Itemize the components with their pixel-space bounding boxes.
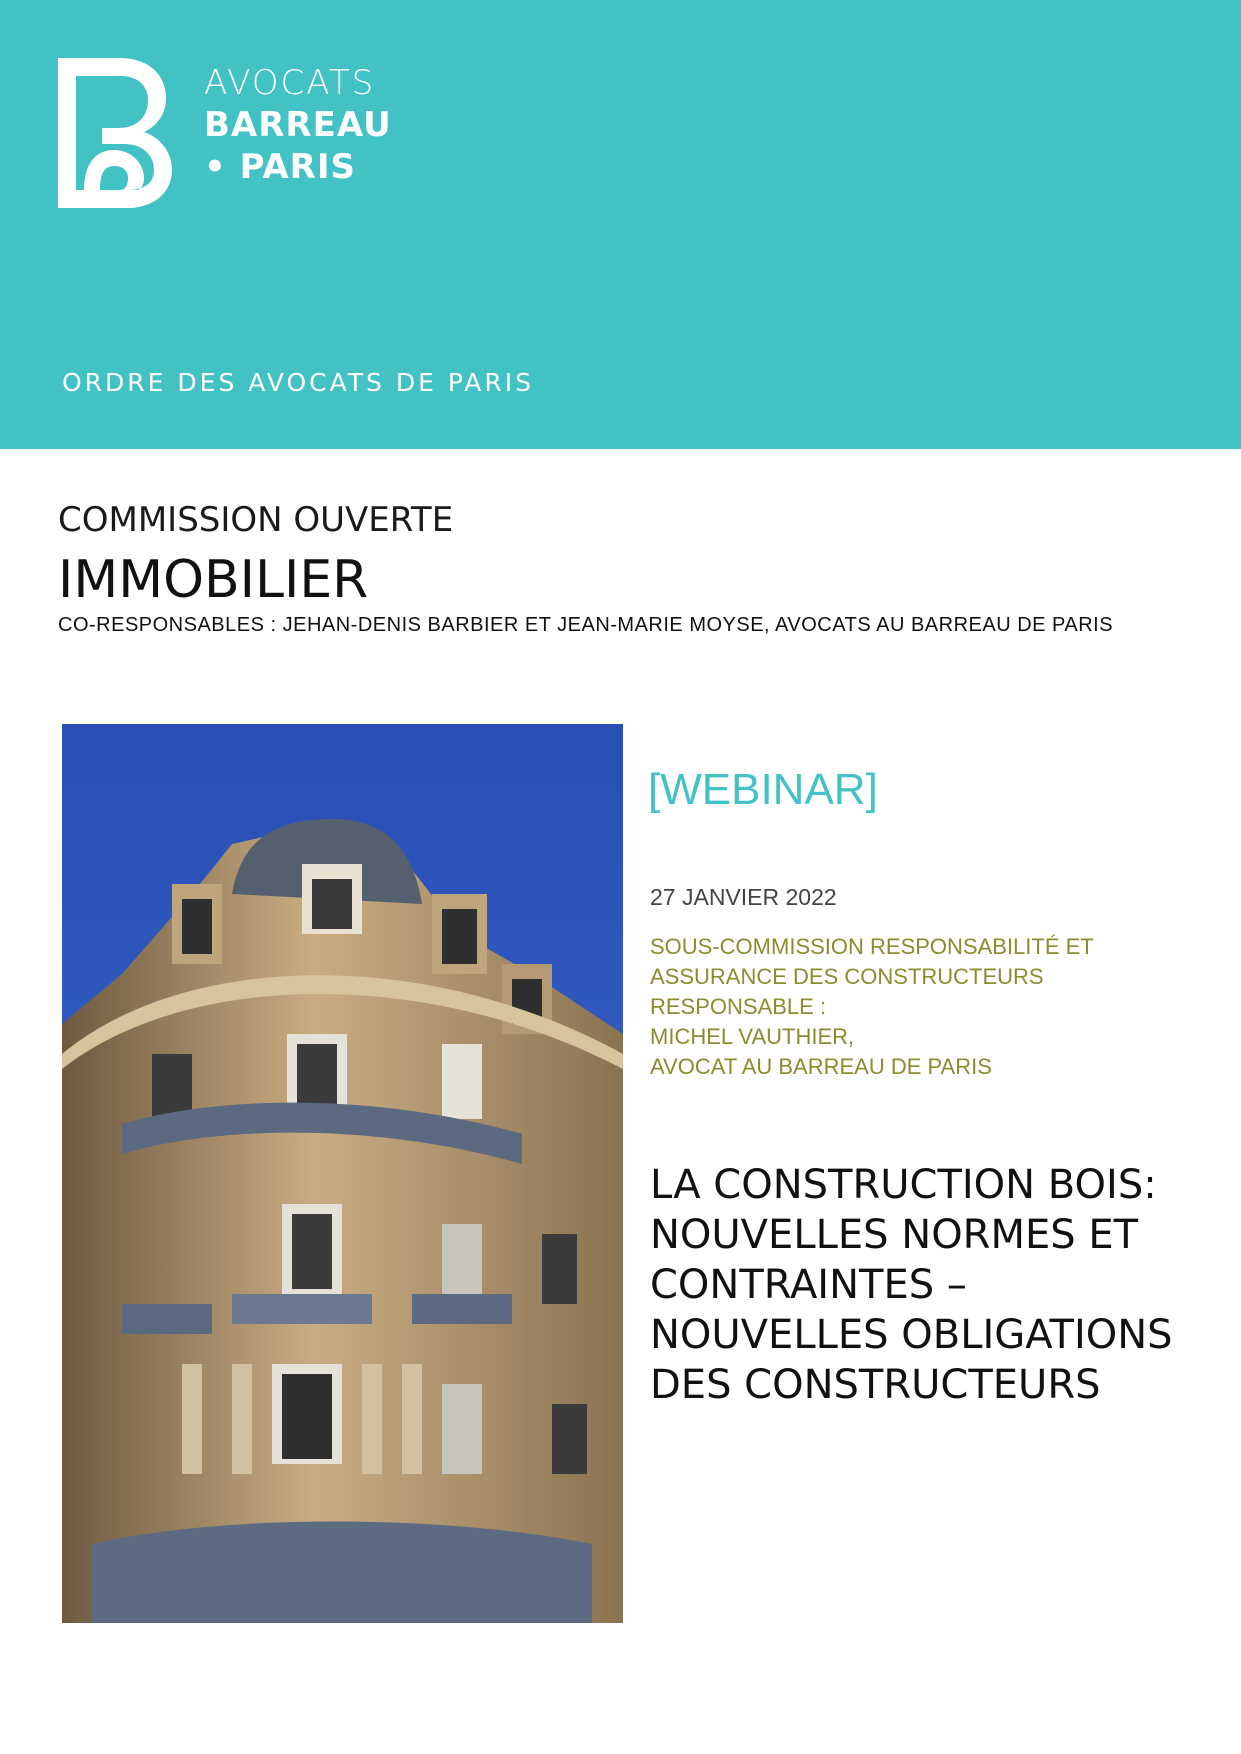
subcommission-line: RESPONSABLE :	[650, 994, 827, 1019]
bracket-open: [	[648, 765, 661, 814]
logo-line-avocats: AVOCATS	[204, 63, 376, 103]
header-banner	[0, 0, 1241, 449]
event-title-line: NOUVELLES OBLIGATIONS	[650, 1312, 1173, 1358]
event-date: 27 JANVIER 2022	[650, 884, 837, 910]
building-photo	[62, 724, 623, 1623]
event-title-line: DES CONSTRUCTEURS	[650, 1362, 1101, 1408]
order-label: ORDRE DES AVOCATS DE PARIS	[62, 368, 535, 397]
co-responsables-line: CO-RESPONSABLES : JEHAN-DENIS BARBIER ET JEAN-MARIE MOYSE, AVOCATS AU BARREAU DE PARIS	[58, 614, 1114, 636]
subcommission-line: AVOCAT AU BARREAU DE PARIS	[650, 1054, 992, 1079]
event-title-line: LA CONSTRUCTION BOIS:	[650, 1162, 1157, 1208]
logo-wordmark	[204, 62, 392, 188]
logo-line-paris: • PARIS	[204, 147, 356, 187]
logo-line-barreau: BARREAU	[204, 105, 392, 145]
commission-label: COMMISSION OUVERTE	[58, 500, 454, 540]
section-title: IMMOBILIER	[58, 550, 369, 610]
event-type: WEBINAR	[660, 765, 866, 814]
event-title	[650, 1160, 1230, 1410]
barreau-logo-icon	[58, 58, 172, 208]
event-type-label	[648, 765, 878, 815]
bracket-close: ]	[865, 765, 878, 814]
event-title-line: NOUVELLES NORMES ET	[650, 1212, 1139, 1258]
subcommission-line: ASSURANCE DES CONSTRUCTEURS	[650, 964, 1044, 989]
subcommission-block	[650, 932, 1210, 1082]
subcommission-line: MICHEL VAUTHIER,	[650, 1024, 855, 1049]
event-title-line: CONTRAINTES –	[650, 1262, 967, 1308]
subcommission-line: SOUS-COMMISSION RESPONSABILITÉ ET	[650, 934, 1094, 959]
